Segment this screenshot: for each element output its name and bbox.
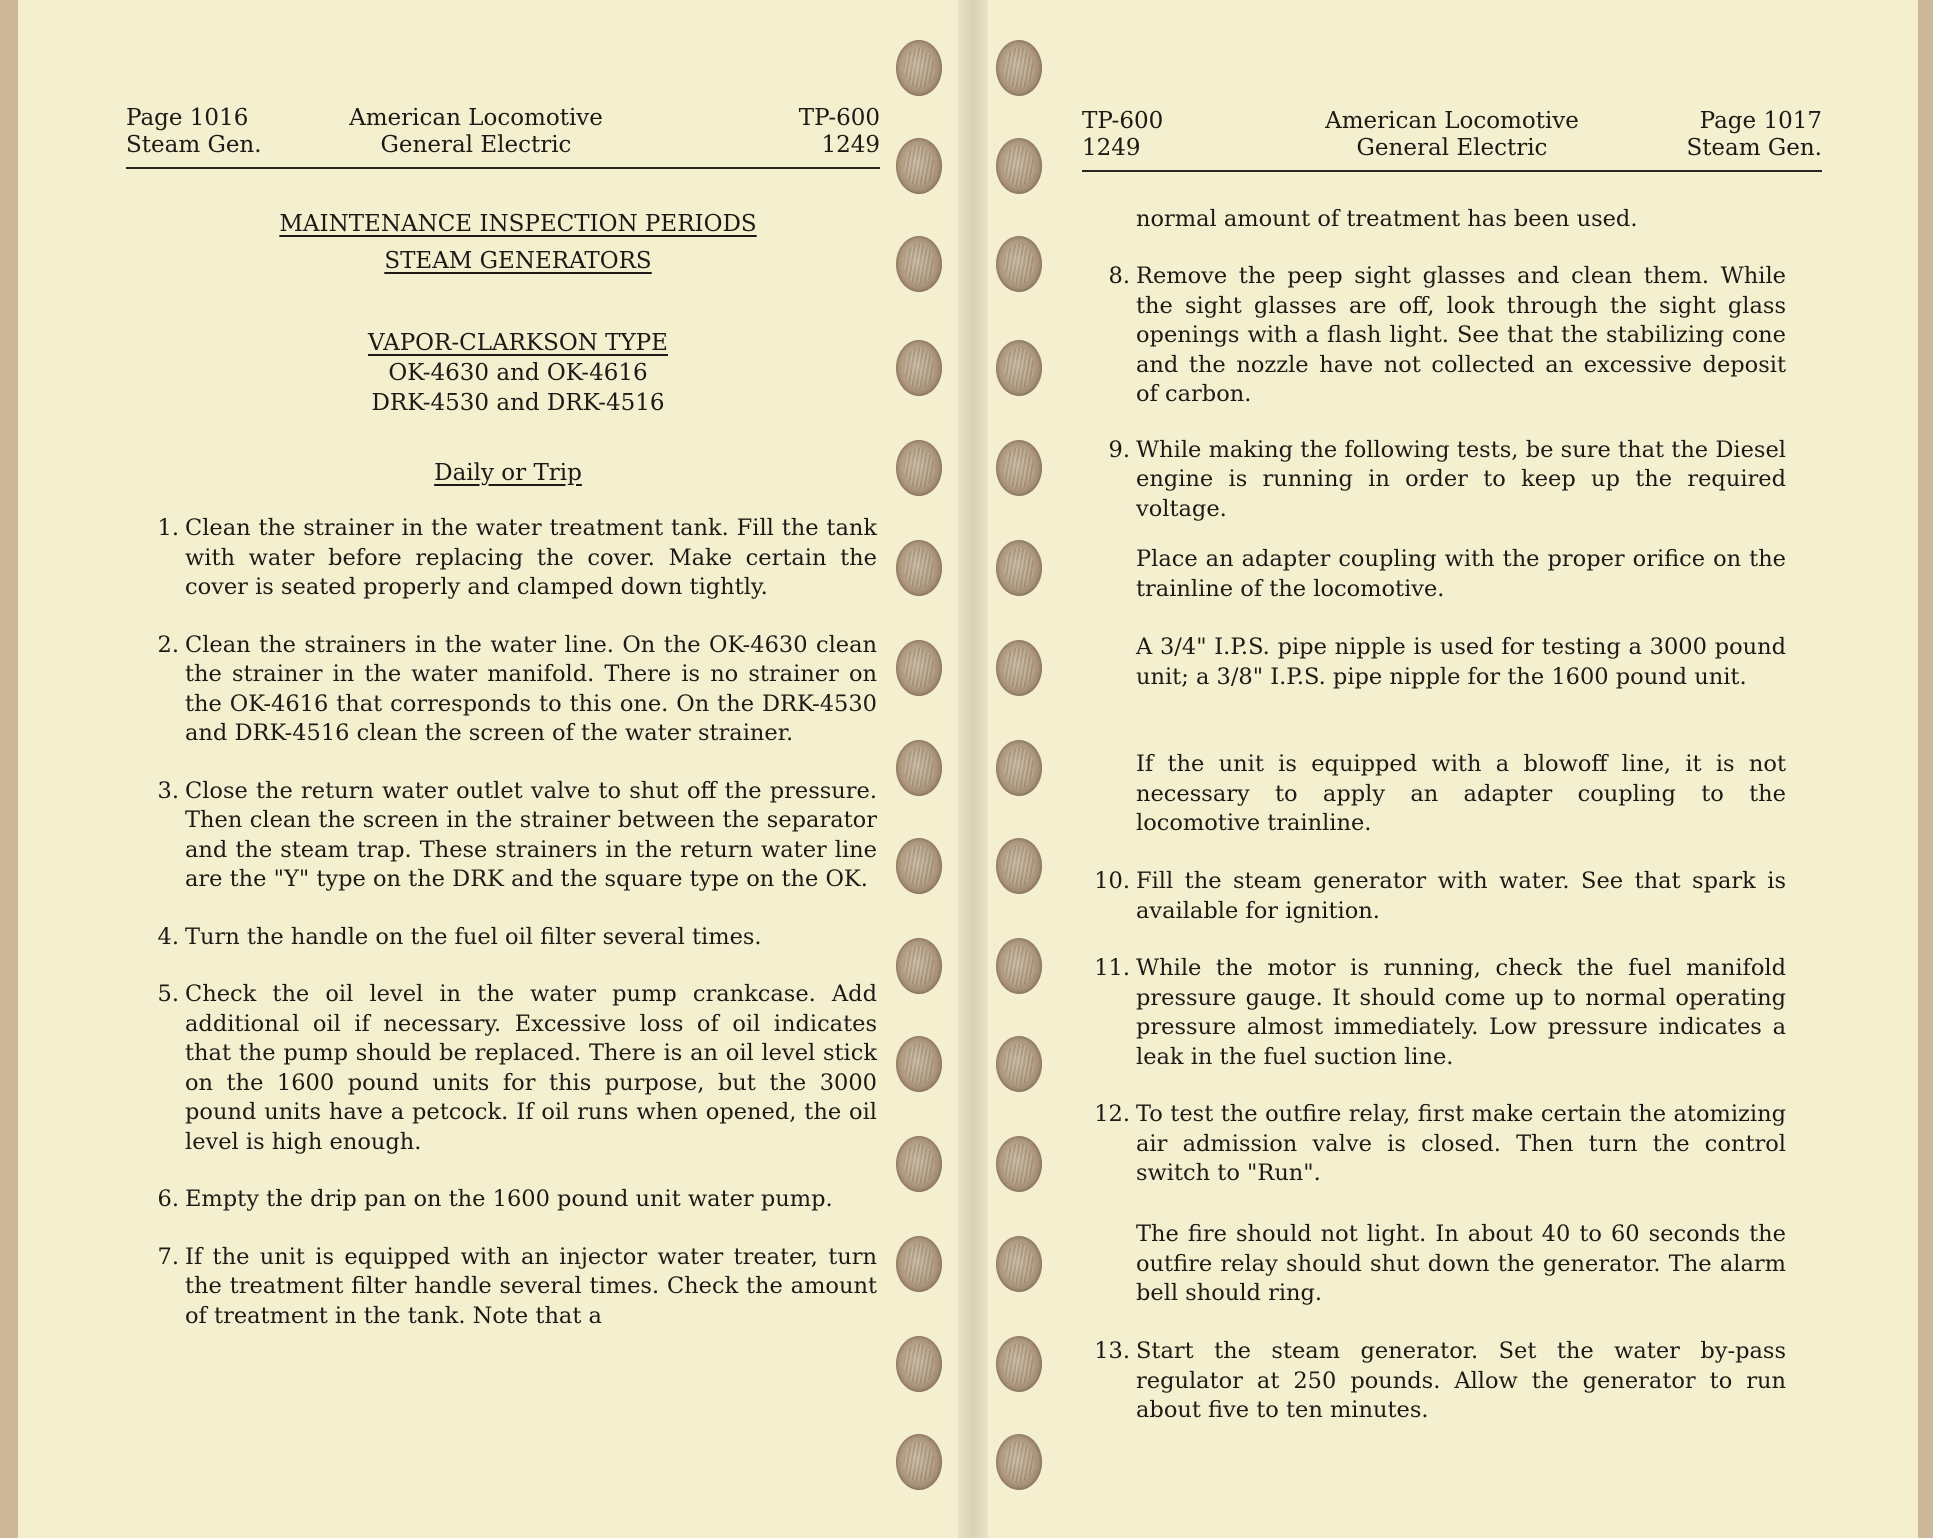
page-number: Page 1017 (1699, 108, 1822, 134)
list-item: 5. Check the oil level in the water pump crankcase. Add additional oil if necessary. Excessive loss of oil indicates that the pump should be replaced. There is an oil level stick on the 1600 pound units for this purpose, but the 3000 pound units have a petcock. If oil runs when opened, the oil level is high enough. (157, 981, 877, 1155)
list-item: 10. Fill the steam generator with water. See that spark is available for ignition. (1094, 868, 1786, 924)
binder-hole (996, 40, 1042, 96)
left-item-list (157, 514, 877, 1331)
section-title: MAINTENANCE INSPECTION PERIODS (279, 211, 757, 237)
binder-hole (896, 740, 942, 796)
type-block (308, 328, 728, 418)
list-item: 9. While making the following tests, be sure that the Diesel engine is running in order to keep up the required voltage. (1108, 436, 1786, 522)
section-headings (208, 206, 828, 280)
right-item-list-b (1094, 867, 1786, 1189)
list-item: 8. Remove the peep sight glasses and clean them. While the sight glasses are off, look through the sight glass openings with a flash light. See that the stabilizing cone and the nozzle have not collected an excessive deposit of carbon. (1108, 263, 1786, 407)
binder-hole (996, 838, 1042, 894)
binder-hole (996, 540, 1042, 596)
type-heading: VAPOR-CLARKSON TYPE (368, 330, 668, 356)
company-line-2: General Electric (1356, 135, 1548, 161)
section-category: Steam Gen. (1686, 135, 1822, 161)
binder-hole (896, 1336, 942, 1392)
list-item: 2. Clean the strainers in the water line. On the OK-4630 clean the strainer in the water manifold. There is no strainer on the OK-4616 that corresponds to this one. On the DRK-4530 and DRK-4516 clean the screen of the water strainer. (157, 631, 877, 746)
binder-hole (896, 340, 942, 396)
period-heading: Daily or Trip (434, 460, 582, 486)
models-line-2: DRK-4530 and DRK-4516 (371, 390, 665, 416)
right-item-list-c (1094, 1337, 1786, 1426)
binder-hole (996, 1434, 1042, 1490)
binder-hole (996, 340, 1042, 396)
binder-hole (896, 1036, 942, 1092)
list-item: 7. If the unit is equipped with an injector water treater, turn the treatment filter handle several times. Check the amount of treatment in the tank. Note that a (157, 1243, 877, 1329)
binding-gutter (958, 0, 988, 1538)
paragraph: A 3/4" I.P.S. pipe nipple is used for testing a 3000 pound unit; a 3/8" I.P.S. pipe nipple for the 1600 pound unit. (1136, 634, 1786, 690)
binder-hole (996, 1336, 1042, 1392)
right-page-header (1082, 108, 1822, 172)
binder-hole (896, 640, 942, 696)
models-line-1: OK-4630 and OK-4616 (388, 360, 648, 386)
binder-hole (896, 40, 942, 96)
binder-hole (996, 640, 1042, 696)
binder-hole (896, 1434, 942, 1490)
company-line-1: American Locomotive (349, 105, 603, 131)
list-item: 1. Clean the strainer in the water treatment tank. Fill the tank with water before replacing the cover. Make certain the cover is seated properly and clamped down tightly. (157, 515, 877, 600)
section-subtitle: STEAM GENERATORS (384, 248, 652, 274)
list-item: 13. Start the steam generator. Set the water by-pass regulator at 250 pounds. Allow the generator to run about five to ten minutes. (1094, 1338, 1786, 1423)
list-item: 3. Close the return water outlet valve to shut off the pressure. Then clean the screen in the strainer between the separator and the steam trap. These strainers in the return water line are the "Y" type on the DRK and the square type on the OK. (157, 777, 877, 892)
binder-hole (896, 440, 942, 496)
binder-hole (996, 740, 1042, 796)
binder-hole (896, 1236, 942, 1292)
list-item: 6. Empty the drip pan on the 1600 pound unit water pump. (157, 1186, 833, 1212)
binder-hole (996, 440, 1042, 496)
binder-hole (896, 540, 942, 596)
binder-hole (896, 838, 942, 894)
company-line-2: General Electric (380, 132, 572, 158)
binder-hole (996, 1136, 1042, 1192)
paragraph: Place an adapter coupling with the proper orifice on the trainline of the locomotive. (1136, 546, 1786, 602)
left-page (18, 0, 970, 1538)
left-page-header (126, 105, 880, 169)
binder-hole (996, 1036, 1042, 1092)
binder-hole (896, 236, 942, 292)
binder-hole (996, 938, 1042, 994)
binder-hole (996, 138, 1042, 194)
list-item: 4. Turn the handle on the fuel oil filter several times. (157, 923, 762, 950)
binder-hole (896, 938, 942, 994)
doc-number: 1249 (821, 132, 880, 158)
company-line-1: American Locomotive (1325, 108, 1579, 134)
page-number: Page 1016 (126, 105, 249, 131)
doc-number: 1249 (1082, 135, 1141, 161)
paragraph: The fire should not light. In about 40 to 60 seconds the outfire relay should shut down the generator. The alarm bell should ring. (1136, 1221, 1786, 1306)
continuation-text: normal amount of treatment has been used. (1136, 206, 1638, 232)
period-heading-block (408, 455, 608, 492)
section-category: Steam Gen. (126, 132, 262, 158)
paragraph: If the unit is equipped with a blowoff line, it is not necessary to apply an adapter coupling to the locomotive trainline. (1136, 751, 1786, 836)
doc-code: TP-600 (798, 105, 880, 131)
list-item: 12. To test the outfire relay, first make certain the atomizing air admission valve is closed. Then turn the control switch to "Run". (1094, 1101, 1786, 1186)
list-item: 11. While the motor is running, check the fuel manifold pressure gauge. It should come up to normal operating pressure almost immediately. Low pressure indicates a leak in the fuel suction line. (1094, 955, 1786, 1070)
binder-hole (896, 138, 942, 194)
right-item-list-a (1108, 262, 1786, 550)
binder-hole (996, 1236, 1042, 1292)
right-page (974, 0, 1918, 1538)
doc-code: TP-600 (1082, 108, 1164, 134)
binder-hole (896, 1136, 942, 1192)
binder-hole (996, 236, 1042, 292)
